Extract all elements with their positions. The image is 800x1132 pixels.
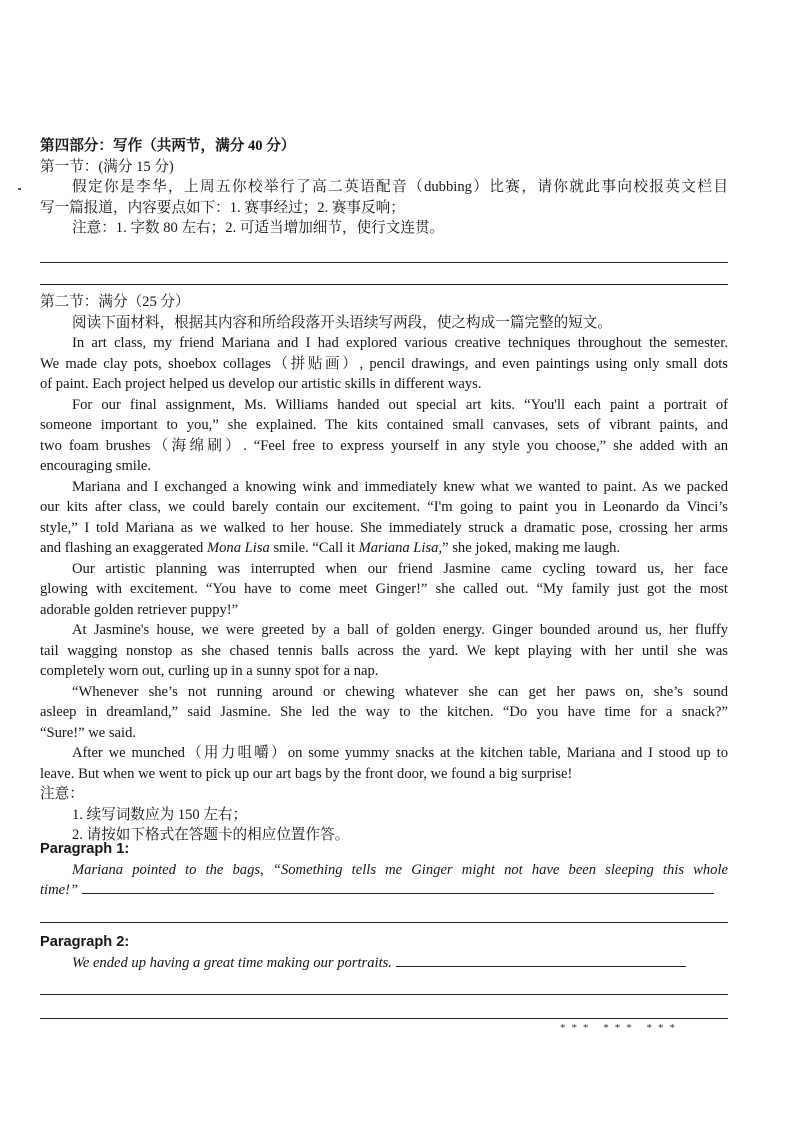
- passage-line: Mariana and I exchanged a knowing wink and immediately knew what we wanted to paint. As we packed: [72, 478, 728, 495]
- passage-line: tail wagging nonstop as she chased tennis balls across the yard. We kept playing with her until she was: [40, 642, 728, 659]
- section1-prompt-line: 假定你是李华，上周五你校举行了高二英语配音（dubbing）比赛，请你就此事向校报英文栏目: [72, 179, 728, 195]
- paragraph2-section: [40, 932, 728, 973]
- passage-line: For our final assignment, Ms. Williams handed out special art kits. “You'll each paint a portrait of: [72, 396, 728, 413]
- passage-line: adorable golden retriever puppy!”: [40, 601, 239, 618]
- scan-speck: [18, 188, 21, 190]
- paragraph2-opening: We ended up having a great time making our portraits.: [72, 954, 392, 971]
- passage-paragraph: [40, 620, 728, 682]
- passage-line: someone important to you,” she explained. The kits contained small canvases, sets of vibrant paints, and: [40, 417, 728, 433]
- answer-line: [396, 953, 686, 967]
- passage-line: At Jasmine's house, we were greeted by a ball of golden energy. Ginger bounded around us, her fluffy: [72, 622, 728, 638]
- part4-header: [40, 136, 728, 239]
- passage-paragraph: [40, 477, 728, 559]
- passage-paragraph: [40, 333, 728, 395]
- mariana-lisa-title: Mariana Lisa,: [358, 540, 443, 556]
- answer-line: [82, 880, 714, 894]
- section2: [40, 292, 728, 846]
- text-run: ” she joked, making me laugh.: [442, 540, 621, 556]
- notes-item: 2. 请按如下格式在答题卡的相应位置作答。: [72, 827, 350, 843]
- section1-note: 注意：1. 字数 80 左右；2. 可适当增加细节，使行文连贯。: [72, 220, 445, 236]
- paragraph1-opening-end: [40, 880, 728, 901]
- mona-lisa-title: Mona Lisa: [206, 540, 270, 556]
- text-run: smile. “Call it: [269, 540, 359, 556]
- footer-fragment: *** *** ***: [560, 1022, 681, 1034]
- passage-line: “Sure!” we said.: [40, 724, 137, 741]
- notes-item: 1. 续写词数应为 150 左右；: [72, 806, 248, 823]
- passage-line: leave. But when we went to pick up our art bags by the front door, we found a big surprise!: [40, 765, 573, 782]
- passage-line: completely worn out, curling up in a sunny spot for a nap.: [40, 663, 379, 679]
- paragraph1-label: Paragraph 1:: [40, 841, 130, 857]
- paragraph1-opening: Mariana pointed to the bags, “Something tells me Ginger might not have been sleeping this whole: [72, 861, 728, 878]
- passage-paragraph: [40, 682, 728, 744]
- section2-prompt: 阅读下面材料，根据其内容和所给段落开头语续写两段，使之构成一篇完整的短文。: [72, 314, 612, 331]
- passage-line: After we munched（用力咀嚼）on some yummy snacks at the kitchen table, Mariana and I stood up to: [72, 745, 728, 761]
- text-run: and flashing an exaggerated: [40, 540, 207, 556]
- answer-line: [40, 284, 728, 285]
- section1-prompt-line: 写一篇报道，内容要点如下：1. 赛事经过；2. 赛事反响；: [40, 199, 405, 216]
- passage-line: style,” I told Mariana as we walked to her house. She immediately struck a dramatic pose, crossing her arms: [40, 519, 728, 536]
- passage-line: two foam brushes（海绵刷）. “Feel free to express yourself in any style you choose,” she added with an: [40, 437, 728, 454]
- answer-line: [40, 994, 728, 995]
- paragraph2-label: Paragraph 2:: [40, 934, 130, 950]
- passage-line: “Whenever she’s not running around or chewing whatever she can get her paws on, she’s sound: [72, 683, 728, 700]
- paragraph2-opening-line: [40, 953, 728, 974]
- passage-line: In art class, my friend Mariana and I had explored various creative techniques throughout the semester.: [72, 335, 728, 351]
- notes-title: 注意：: [40, 786, 84, 802]
- section1-title: 第一节：(满分 15 分): [40, 158, 174, 175]
- passage-line: encouraging smile.: [40, 458, 152, 474]
- paragraph1-opening-tail: time!”: [40, 882, 79, 898]
- paragraph1-section: [40, 839, 728, 901]
- answer-line: [40, 262, 728, 263]
- passage-paragraph: [40, 395, 728, 477]
- passage-line: of paint. Each project helped us develop our artistic skills in different ways.: [40, 376, 482, 392]
- passage-line: Our artistic planning was interrupted when our friend Jasmine came cycling toward us, her face: [72, 560, 728, 577]
- answer-line: [40, 1018, 728, 1019]
- passage-line: our kits after class, we could barely contain our excitement. “I'm going to paint you in Leonardo da Vinci’s: [40, 499, 728, 515]
- passage-line: glowing with excitement. “You have to come meet Ginger!” she called out. “My family just got the most: [40, 581, 728, 597]
- part4-heading: 第四部分：写作（共两节，满分 40 分）: [40, 138, 296, 154]
- passage-line-mona-lisa: [40, 538, 728, 559]
- answer-line: [40, 922, 728, 923]
- passage-paragraph: [40, 743, 728, 784]
- section2-title: 第二节：满分（25 分）: [40, 294, 190, 310]
- passage-line: We made clay pots, shoebox collages（拼贴画）, pencil drawings, and even paintings using only small dots: [40, 355, 728, 372]
- passage-line: asleep in dreamland,” said Jasmine. She led the way to the kitchen. “Do you have time for a snack?”: [40, 704, 728, 720]
- passage-paragraph: [40, 559, 728, 621]
